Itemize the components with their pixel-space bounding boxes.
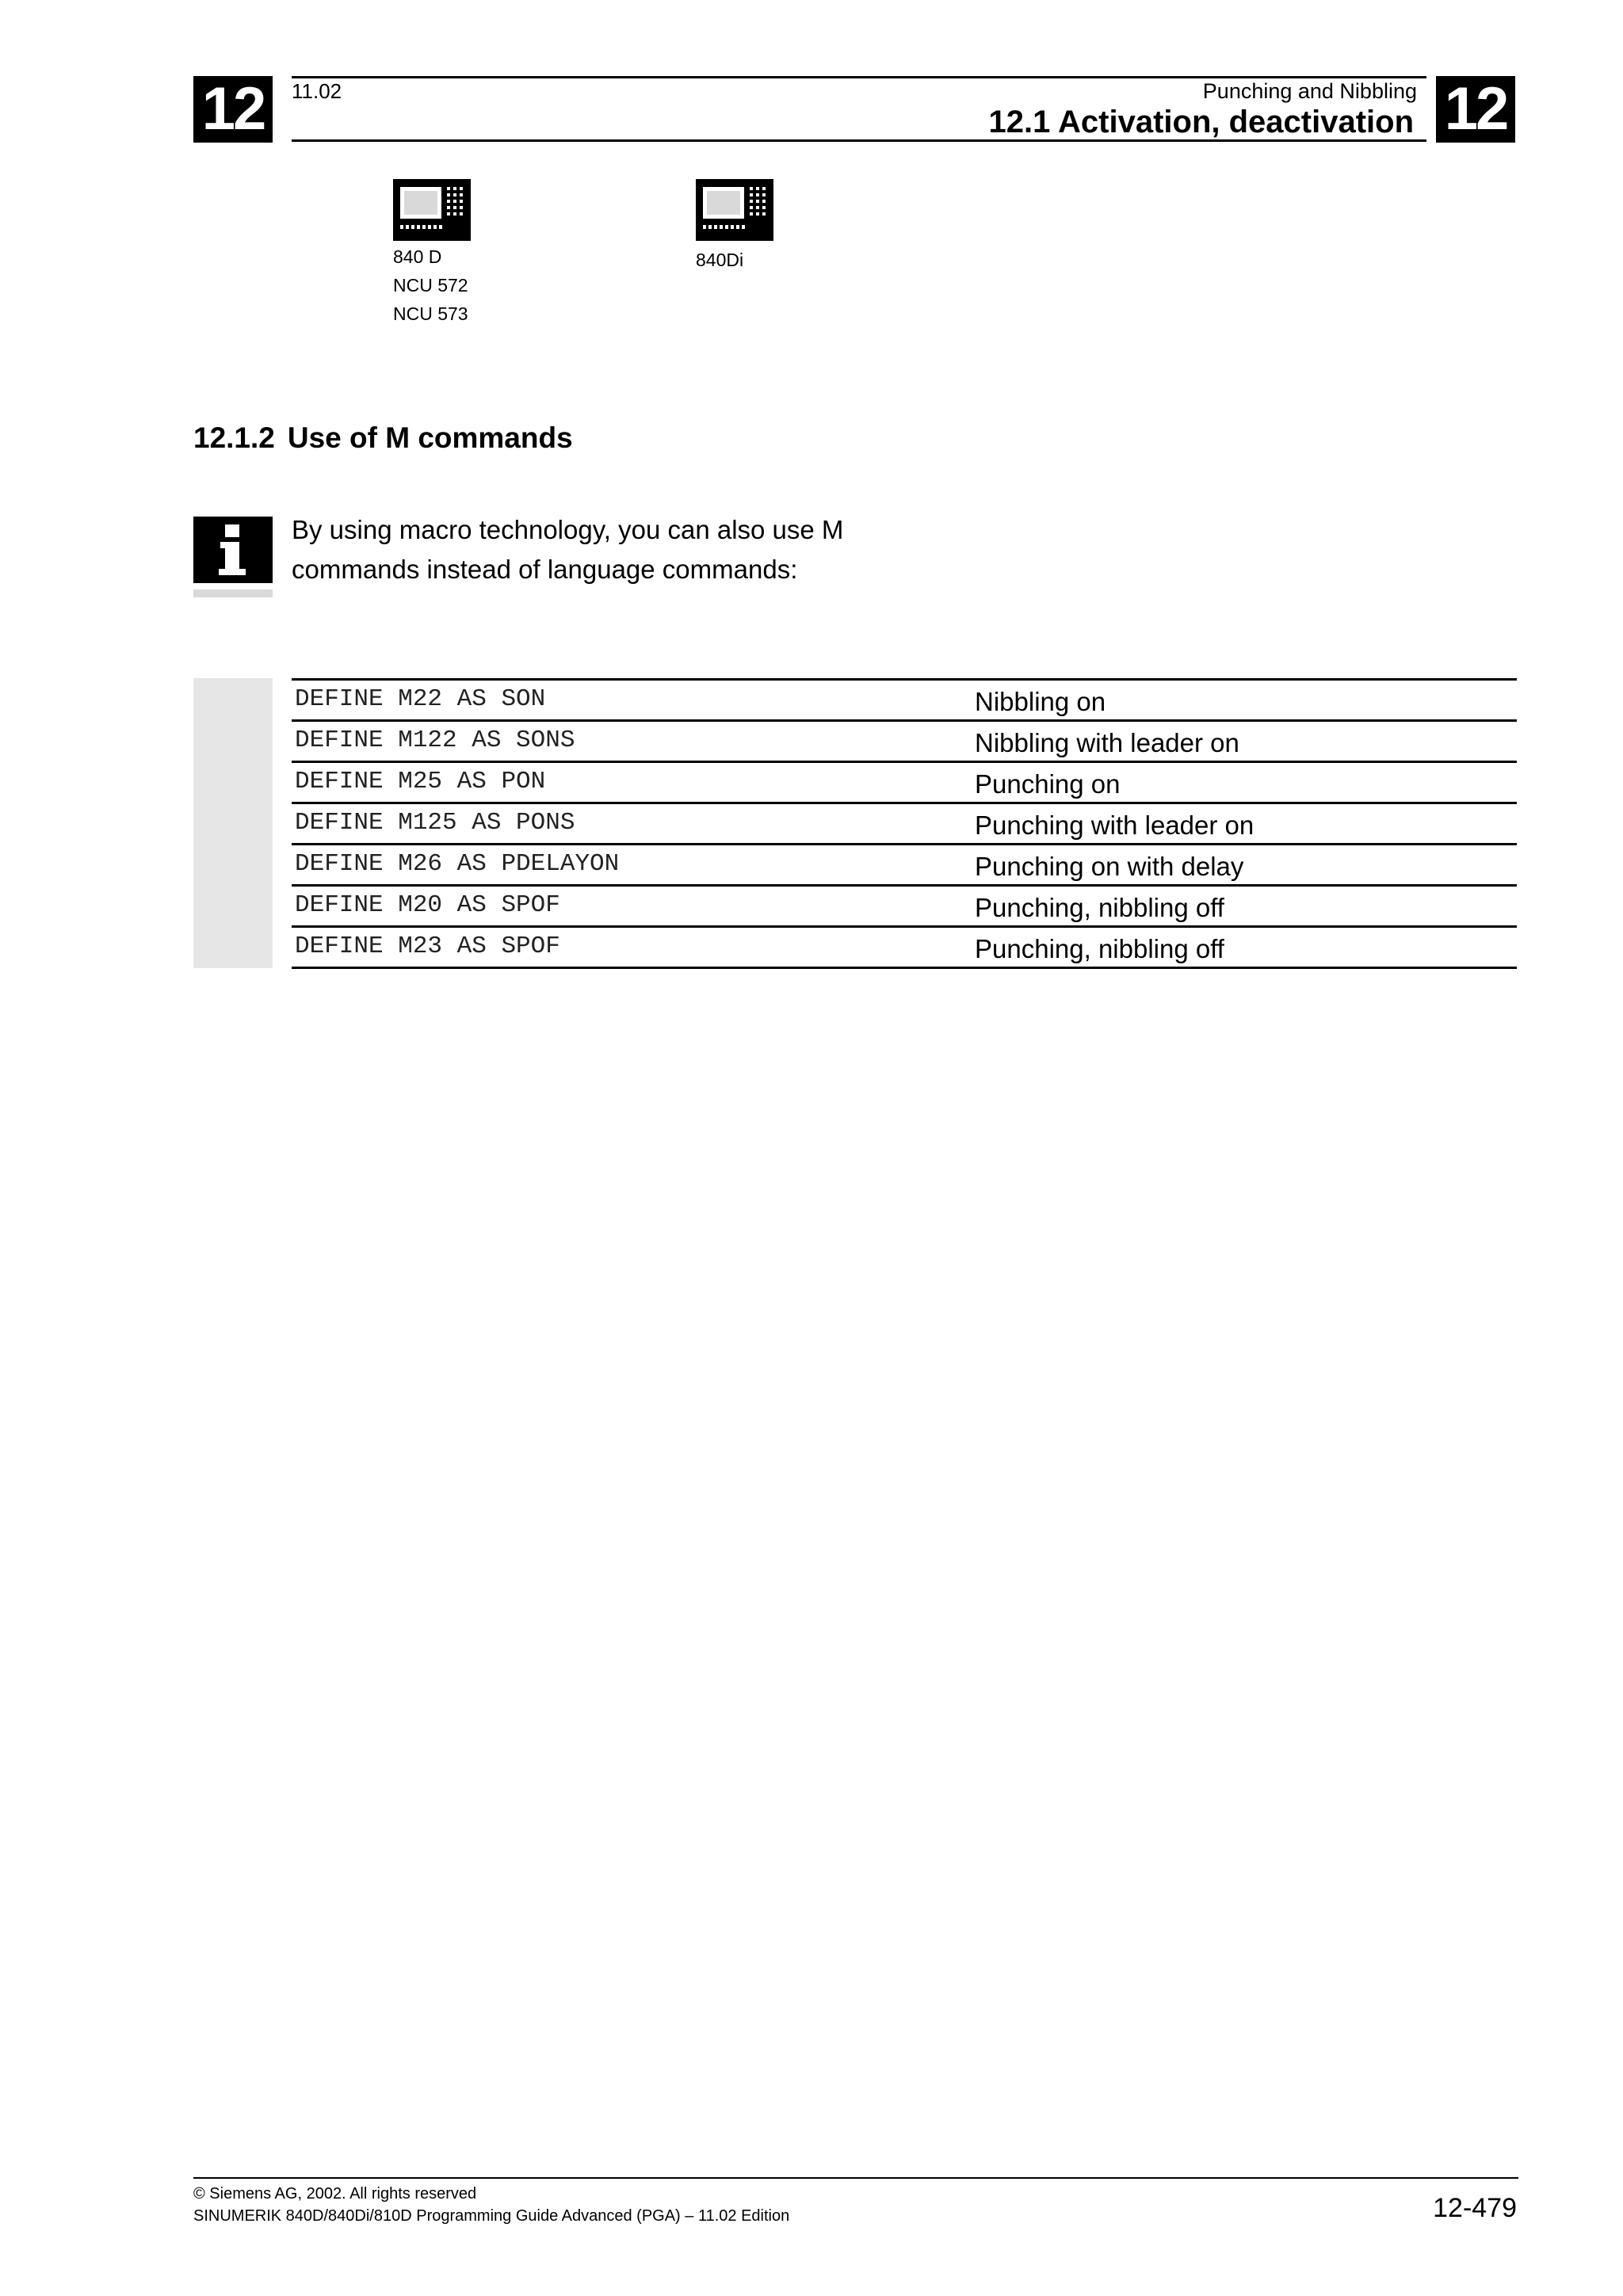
- control-label-840d: 840 D NCU 572 NCU 573: [393, 246, 468, 324]
- subsection-number: 12.1.2: [193, 421, 275, 454]
- info-text: By using macro technology, you can also use M commands instead of language commands:: [292, 515, 844, 584]
- command-code: DEFINE M20 AS SPOF: [295, 891, 560, 919]
- control-panel-icon: [696, 179, 773, 241]
- command-description: Punching with leader on: [975, 810, 1254, 840]
- header-rule-top: [292, 76, 1426, 78]
- subsection-title: Use of M commands: [287, 421, 573, 454]
- command-code: DEFINE M125 AS PONS: [295, 809, 575, 837]
- header-chapter-title: Punching and Nibbling: [1202, 79, 1417, 103]
- command-description: Punching, nibbling off: [975, 893, 1224, 922]
- command-code: DEFINE M23 AS SPOF: [295, 933, 560, 960]
- command-code: DEFINE M25 AS PON: [295, 768, 546, 795]
- table-margin-bar: [193, 678, 273, 968]
- command-description: Nibbling on: [975, 687, 1106, 716]
- command-description: Punching on: [975, 769, 1121, 799]
- table-row: [292, 763, 1517, 804]
- command-description: Nibbling with leader on: [975, 728, 1239, 757]
- chapter-number-box-left: 12: [193, 76, 273, 143]
- command-table: [292, 678, 1517, 969]
- subsection-heading: [193, 421, 573, 455]
- header-section-title: 12.1 Activation, deactivation: [988, 105, 1414, 139]
- table-row: [292, 804, 1517, 845]
- table-row: [292, 845, 1517, 887]
- command-code: DEFINE M26 AS PDELAYON: [295, 850, 620, 878]
- table-row: [292, 678, 1517, 722]
- table-row: [292, 928, 1517, 969]
- header-rule-bottom: [292, 139, 1426, 142]
- table-row: [292, 887, 1517, 928]
- footer-page-number: 12-479: [1433, 2193, 1517, 2223]
- command-description: Punching on with delay: [975, 852, 1244, 881]
- footer-copyright: © Siemens AG, 2002. All rights reserved: [193, 2185, 477, 2203]
- footer-rule: [193, 2177, 1518, 2179]
- header-date: 11.02: [292, 79, 342, 103]
- info-icon: [193, 517, 273, 599]
- table-row: [292, 722, 1517, 763]
- command-description: Punching, nibbling off: [975, 934, 1224, 963]
- footer-document-title: SINUMERIK 840D/840Di/810D Programming Guide Advanced (PGA) – 11.02 Edition: [193, 2207, 790, 2225]
- control-panel-icon: [393, 179, 471, 241]
- command-code: DEFINE M22 AS SON: [295, 685, 546, 713]
- chapter-number-box-right: 12: [1436, 76, 1515, 143]
- control-label-840di: 840Di: [696, 250, 744, 270]
- command-code: DEFINE M122 AS SONS: [295, 727, 575, 754]
